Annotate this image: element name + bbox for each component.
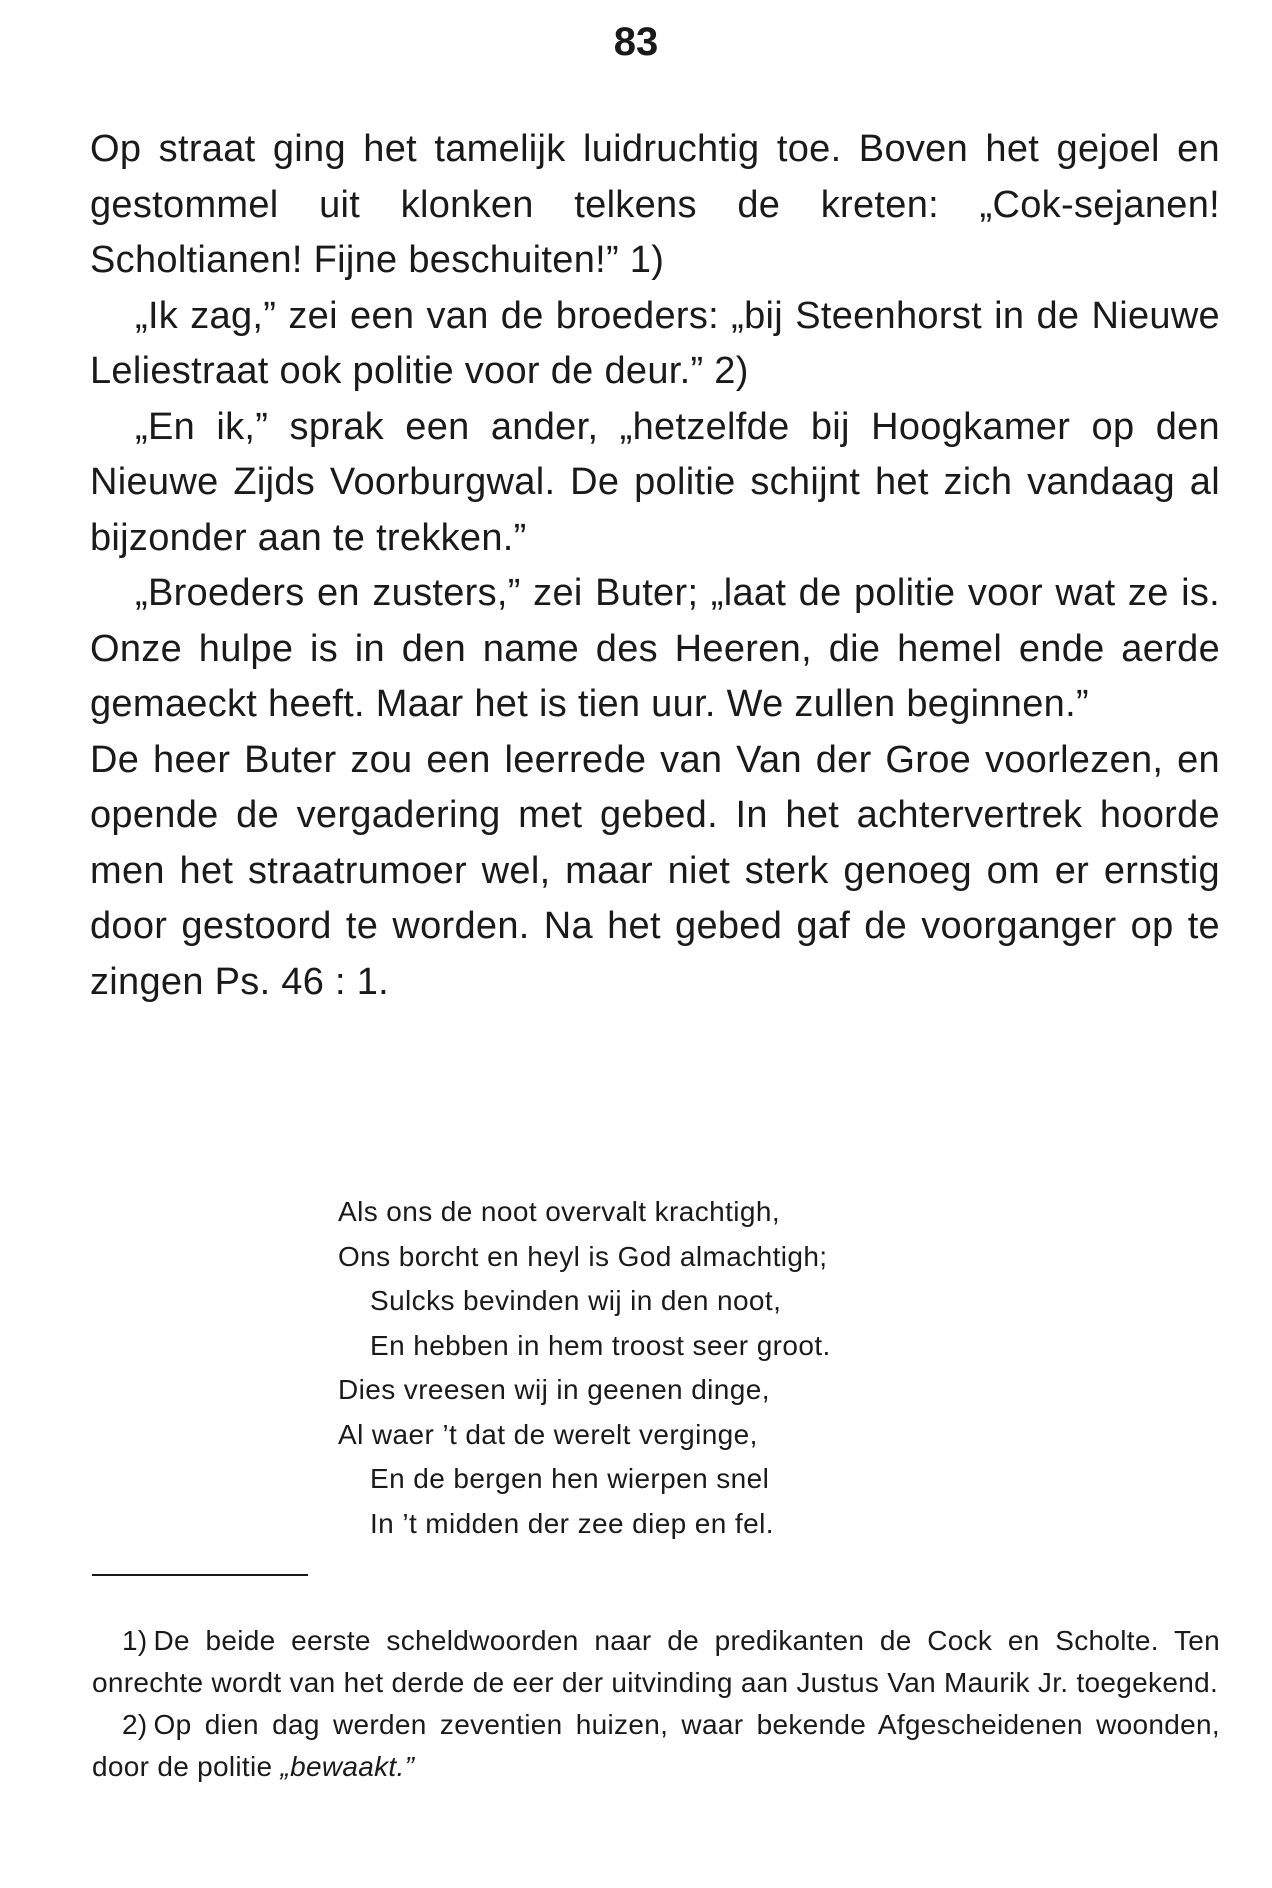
- footnotes: [92, 1620, 1220, 1788]
- poem-line: Dies vreesen wij in geenen dinge,: [338, 1374, 770, 1405]
- footnote-divider: [92, 1574, 308, 1576]
- psalm-verse: [338, 1190, 831, 1546]
- paragraph-steenhorst: „Ik zag,” zei een van de broeders: „bij Steenhorst in de Nieuwe Leliestraat ook politie voor de deur.” 2): [90, 294, 1220, 392]
- poem-line: En de bergen hen wierpen snel: [370, 1463, 770, 1494]
- paragraph-buter-speech: „Broeders en zusters,” zei Buter; „laat de politie voor wat ze is. Onze hulpe is in den name des Heeren, die hemel ende aerde gemaeckt heeft. Maar het is tien uur. We zullen beginnen.”: [90, 572, 1220, 725]
- page-number: 83: [613, 20, 659, 64]
- poem-line: Al waer ’t dat de werelt verginge,: [338, 1418, 758, 1450]
- footnote-mark: 1): [122, 1625, 148, 1656]
- footnote-emphasis: „bewaakt.”: [280, 1751, 415, 1782]
- poem-line: Ons borcht en heyl is God almachtigh;: [338, 1240, 828, 1272]
- footnote-2: [92, 1704, 1220, 1788]
- paragraph-hoogkamer: „En ik,” sprak een ander, „hetzelfde bij Hoogkamer op den Nieuwe Zijds Voorburgwal. De politie schijnt het zich vandaag al bijzonder aan te trekken.”: [90, 405, 1220, 559]
- poem-line: Als ons de noot overvalt krachtigh,: [338, 1196, 781, 1227]
- paragraph-street-noise: Op straat ging het tamelijk luidruchtig toe. Boven het gejoel en gestommel uit klonken telkens de kreten: „Cok-sejanen! Scholtianen! Fijne beschuiten!” 1): [90, 128, 1220, 281]
- poem-line: En hebben in hem troost seer groot.: [370, 1329, 831, 1361]
- footnote-text: Op dien dag werden zeventien huizen, waar bekende Afgescheidenen woonden, door de politie: [92, 1709, 1220, 1782]
- footnote-1: [92, 1620, 1220, 1704]
- main-text: [90, 122, 1220, 1010]
- footnote-mark: 2): [122, 1709, 148, 1740]
- poem-line: In ’t midden der zee diep en fel.: [370, 1507, 774, 1539]
- footnote-text: De beide eerste scheldwoorden naar de predikanten de Cock en Scholte. Ten onrechte wordt van het derde de eer der uitvinding aan Justus Van Maurik Jr. toegekend.: [92, 1625, 1220, 1698]
- paragraph-sermon: De heer Buter zou een leerrede van Van der Groe voorlezen, en opende de vergadering met gebed. In het achtervertrek hoorde men het straatrumoer wel, maar niet sterk genoeg om er ernstig door gestoord te worden. Na het gebed gaf de voorganger op te zingen Ps. 46 : 1.: [90, 738, 1220, 1003]
- poem-line: Sulcks bevinden wij in den noot,: [370, 1285, 782, 1316]
